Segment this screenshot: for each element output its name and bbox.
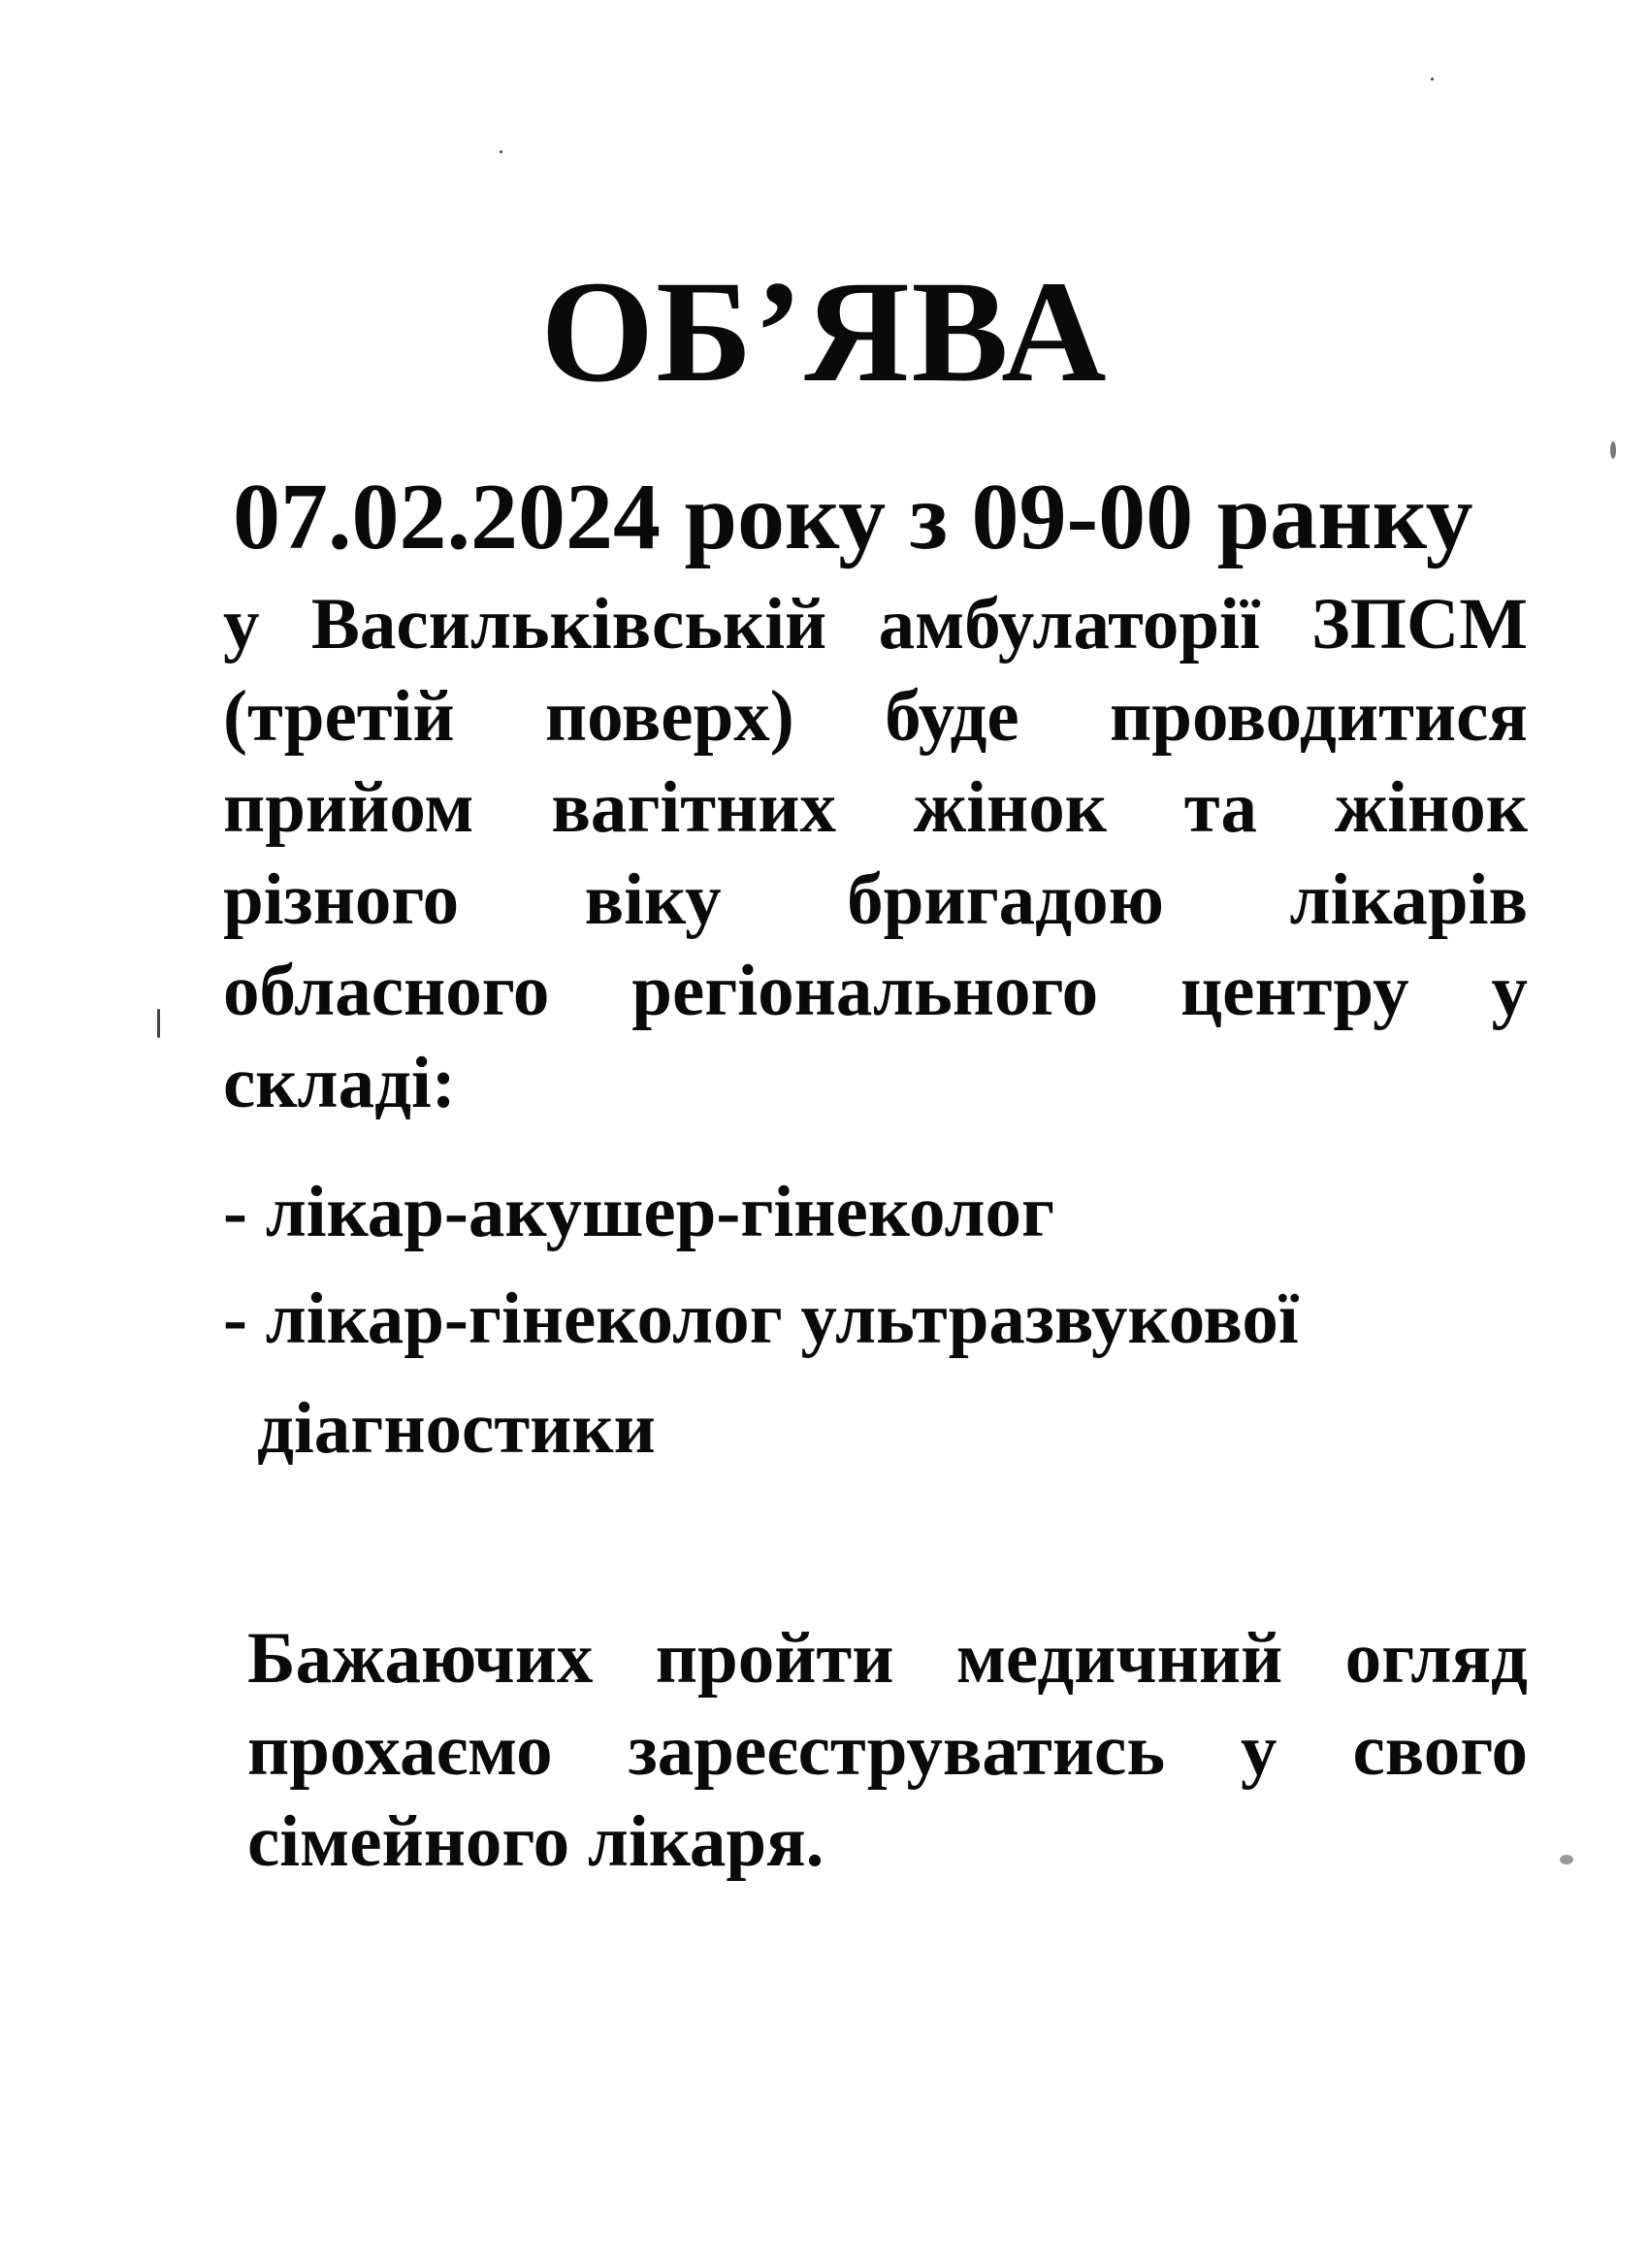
announcement-title: ОБ’ЯВА: [540, 251, 1109, 412]
scan-speck: [1610, 441, 1616, 459]
specialist-item-continuation: діагностики: [257, 1388, 656, 1469]
closing-line: прохаємо зареєструватись у свого: [247, 1709, 1528, 1791]
scan-speck: [1431, 78, 1434, 81]
date-time-line: 07.02.2024 року з 09-00 ранку: [233, 465, 1473, 569]
scan-speck: [500, 150, 502, 153]
specialist-item: - лікар-гінеколог ультразвукової: [223, 1279, 1299, 1359]
intro-line: у Васильківській амбулаторії ЗПСМ: [223, 584, 1528, 664]
closing-paragraph: [247, 1613, 1528, 1889]
intro-line: (третій поверх) буде проводитися: [223, 675, 1528, 757]
scan-speck: [157, 1009, 160, 1038]
intro-line: різного віку бригадою лікарів: [223, 859, 1528, 940]
intro-line: обласного регіонального центру у: [223, 951, 1528, 1031]
intro-line: прийом вагітних жінок та жінок: [223, 767, 1528, 848]
scan-speck: [1560, 1855, 1573, 1864]
closing-line: Бажаючих пройти медичний огляд: [247, 1618, 1528, 1699]
closing-line: сімейного лікаря.: [247, 1801, 824, 1882]
intro-paragraph: [223, 579, 1528, 1129]
intro-line: складі:: [223, 1042, 456, 1123]
specialist-item: - лікар-акушер-гінеколог: [223, 1172, 1055, 1252]
